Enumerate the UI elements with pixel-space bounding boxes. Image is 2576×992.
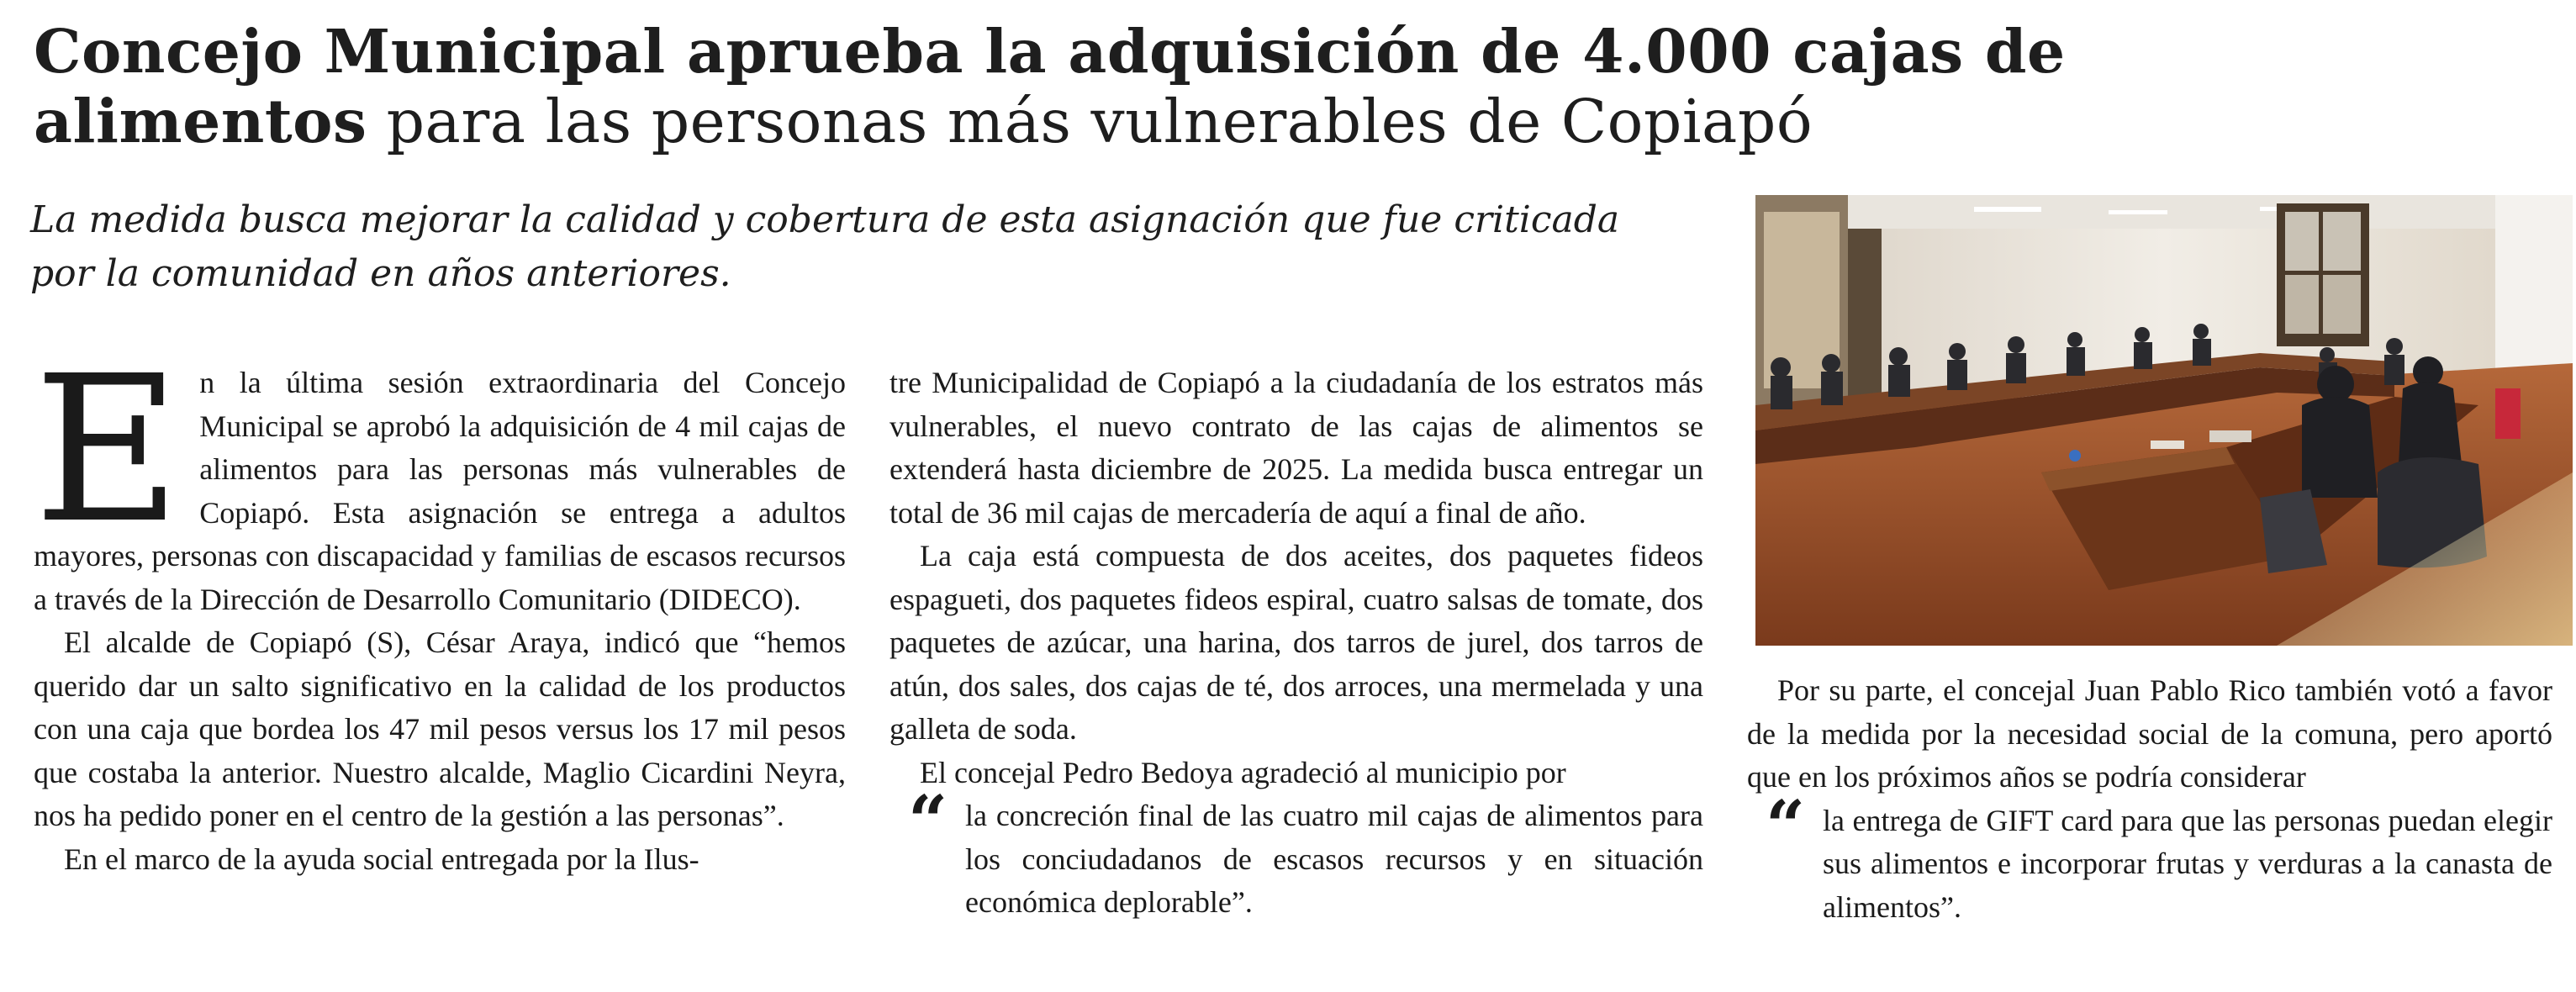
paragraph-4: tre Municipalidad de Copiapó a la ciudadanía de los estratos más vulnerables, el nuevo contrato de las cajas de alimentos se extenderá hasta diciembre de 2025. La medida busca entregar un total de 36 mil cajas de mercadería de aquí a final de año. (889, 366, 1703, 530)
quote-mark-icon: “ (1766, 785, 1806, 867)
quote-text: la concreción final de las cuatro mil cajas de alimentos para los conciudadanos de escasos recursos y en situación económica deplorable”. (965, 799, 1703, 919)
pull-quote-rico (1747, 785, 2552, 930)
headline-regular-part: para las personas más vulnerables de Copiapó (367, 87, 1813, 156)
column-2 (889, 361, 1703, 925)
paragraph-7: Por su parte, el concejal Juan Pablo Rico también votó a favor de la medida por la necesidad social de la comuna, pero aportó que en los próximos años se podría considerar (1747, 673, 2552, 794)
column-3 (1747, 669, 2552, 929)
headline-bold-part: Concejo Municipal aprueba la adquisición de 4.000 cajas de alimentos (34, 16, 2066, 156)
paragraph-5: La caja está compuesta de dos aceites, dos paquetes fideos espagueti, dos paquetes fideos espiral, cuatro salsas de tomate, dos paquetes de azúcar, una harina, dos tarros de jurel, dos tarros de atún, dos sales, dos cajas de té, dos arroces, una mermelada y una galleta de soda. (889, 539, 1703, 746)
paragraph-1 (34, 332, 846, 621)
paragraph-1-text: n la última sesión extraordinaria del Concejo Municipal se aprobó la adquisición de 4 mil cajas de alimentos para las personas más vulnerables de Copiapó. Esta asignación se entrega a adultos mayores, personas con discapacidad y familias de escasos recursos a través de la Dirección de Desarrollo Comunitario (DIDECO). (34, 366, 846, 616)
paragraph-6: El concejal Pedro Bedoya agradeció al municipio por (920, 755, 1566, 789)
paragraph-2: El alcalde de Copiapó (S), César Araya, indicó que “hemos querido dar un salto significativo en la calidad de los productos con una caja que bordea los 47 mil pesos versus los 17 mil pesos que costaba la anterior. Nuestro alcalde, Maglio Cicardini Neyra, nos ha pedido poner en el centro de la gestión a las personas”. (34, 625, 846, 832)
column-1 (34, 332, 846, 881)
paragraph-3: En el marco de la ayuda social entregada por la Ilus- (64, 842, 699, 876)
quote-text: la entrega de GIFT card para que las personas puedan elegir sus alimentos e incorporar frutas y verduras a la canasta de alimentos”. (1823, 803, 2552, 924)
quote-mark-icon: “ (908, 781, 948, 862)
council-meeting-photo (1755, 195, 2573, 646)
headline (34, 17, 2186, 156)
deck-subtitle: La medida busca mejorar la calidad y cobertura de esta asignación que fue criticada por la comunidad en años anteriores. (30, 198, 1620, 295)
drop-cap: E (34, 332, 182, 567)
pull-quote-bedoya (889, 781, 1703, 925)
